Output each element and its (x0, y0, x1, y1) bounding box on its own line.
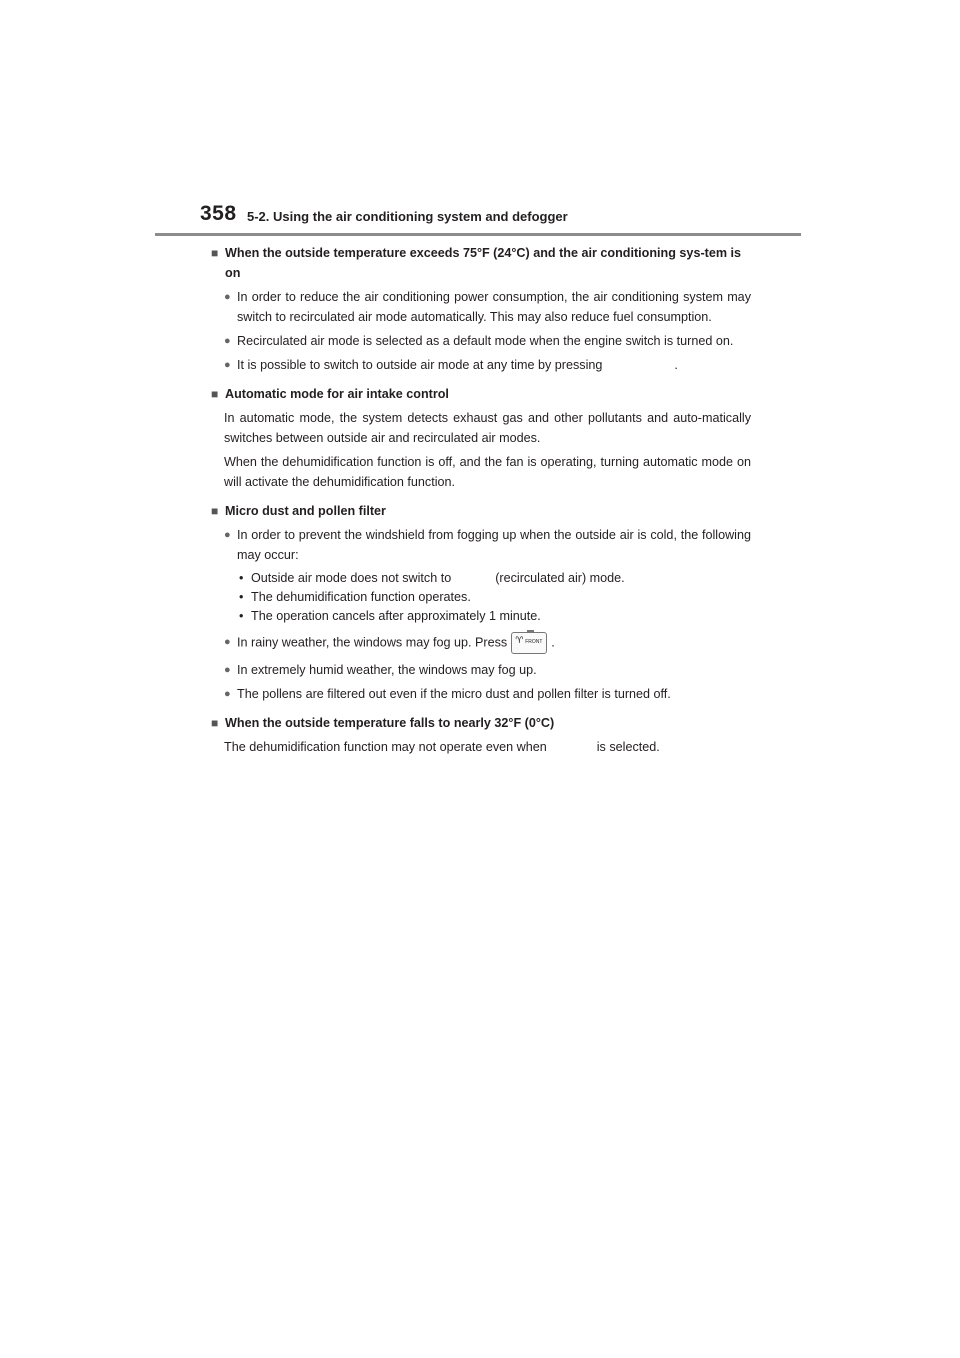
bullet-text: In rainy weather, the windows may fog up. Press (237, 635, 508, 650)
bullet-text: In order to reduce the air conditioning power consumption, the air conditioning system may switch to recirculated air mode automatically. This may also reduce fuel consumption. (237, 290, 751, 324)
page-number: 358 (200, 202, 237, 225)
list-item (211, 331, 751, 351)
bullet-text: In extremely humid weather, the windows may fog up. (237, 663, 537, 677)
section-heading-outside-temp-falls (211, 713, 751, 733)
section-heading-micro-dust-filter (211, 501, 751, 521)
sub-text: The operation cancels after approximately 1 minute. (251, 609, 541, 623)
paragraph: When the dehumidification function is off, and the fan is operating, turning automatic mode on will activate the dehumidification function. (224, 455, 751, 489)
list-item (211, 287, 751, 327)
list-item (211, 684, 751, 704)
page-header (200, 202, 802, 234)
page-content (211, 243, 751, 761)
sub-list-item (211, 588, 751, 607)
list-item (211, 355, 751, 375)
sub-bullet: • (239, 609, 244, 623)
sub-text: Outside air mode does not switch to (251, 571, 452, 585)
black-square-icon: ■ (211, 504, 219, 518)
list-item (211, 632, 751, 654)
bullet-end: . (551, 635, 555, 650)
round-bullet-icon: ● (224, 636, 231, 648)
paragraph: In automatic mode, the system detects exhaust gas and other pollutants and auto-matically switches between outside air and recirculated air modes. (224, 411, 751, 445)
front-label: FRONT (525, 639, 543, 645)
round-bullet-icon: ● (224, 664, 231, 676)
front-defogger-icon: ♈︎ FRONT (511, 632, 547, 654)
section-title: 5-2. Using the air conditioning system and defogger (247, 209, 568, 224)
bullet-text: It is possible to switch to outside air mode at any time by pressing (237, 358, 603, 372)
heading-text: Micro dust and pollen filter (225, 504, 386, 518)
sub-list-item (211, 607, 751, 626)
sub-text: (recirculated air) mode. (495, 571, 625, 585)
round-bullet-icon: ● (224, 529, 231, 541)
sub-bullet: • (239, 571, 244, 585)
header-divider (155, 233, 801, 236)
heading-text: When the outside temperature exceeds 75°F (24°C) and the air conditioning sys-tem is on (225, 246, 742, 280)
heading-text: Automatic mode for air intake control (225, 387, 449, 401)
list-item (211, 660, 751, 680)
round-bullet-icon: ● (224, 335, 231, 347)
bullet-text: Recirculated air mode is selected as a default mode when the engine switch is turned on. (237, 334, 734, 348)
black-square-icon: ■ (211, 246, 219, 260)
round-bullet-icon: ● (224, 688, 231, 700)
bullet-end: . (674, 358, 678, 372)
bullet-text: The pollens are filtered out even if the micro dust and pollen filter is turned off. (237, 687, 671, 701)
para-text: is selected. (596, 740, 660, 754)
para-text: The dehumidification function may not operate even when (224, 740, 547, 754)
section-heading-outside-temp-exceeds (211, 243, 751, 283)
list-item (211, 525, 751, 565)
section-heading-automatic-mode (211, 384, 751, 404)
sub-bullet: • (239, 590, 244, 604)
heading-text: When the outside temperature falls to nearly 32°F (0°C) (225, 716, 555, 730)
sub-text: The dehumidification function operates. (251, 590, 471, 604)
round-bullet-icon: ● (224, 359, 231, 371)
bullet-text: In order to prevent the windshield from fogging up when the outside air is cold, the following may occur: (237, 528, 751, 562)
paragraph (211, 737, 751, 757)
black-square-icon: ■ (211, 387, 219, 401)
sub-list-item (211, 569, 751, 588)
black-square-icon: ■ (211, 716, 219, 730)
round-bullet-icon: ● (224, 291, 231, 303)
